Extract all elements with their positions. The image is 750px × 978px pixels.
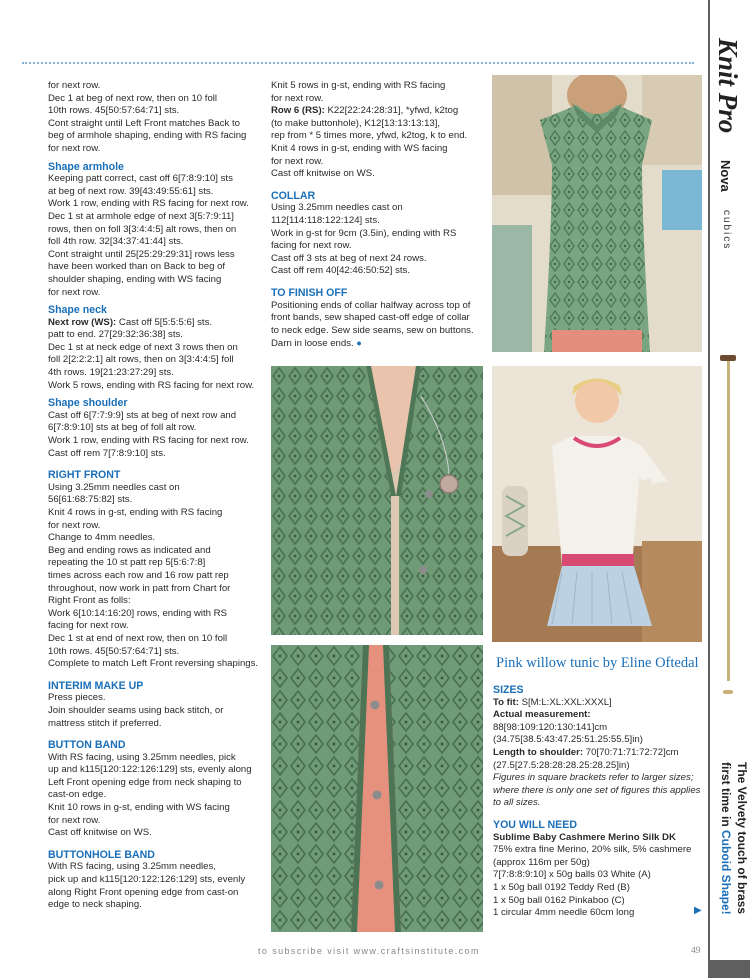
cubics-label: cubics	[721, 210, 732, 251]
heading-you-will-need: YOU WILL NEED	[493, 818, 577, 831]
text-interim-make-up: Press pieces. Join shoulder seams using back stitch, or mattress stitch if preferred.	[48, 692, 224, 729]
promo-line-1: The Velvety touch of brass	[735, 762, 749, 915]
promo-line-2: first time in	[719, 762, 733, 831]
sizes-column	[493, 684, 703, 920]
photo-caption: Pink willow tunic by Eline Oftedal	[496, 655, 699, 671]
to-fit-value: S[M:L:XL:XXL:XXXL]	[518, 696, 612, 708]
knitpro-logo: Knit Pro	[713, 38, 743, 134]
pattern-column-1	[48, 80, 263, 912]
continue-arrow-icon: ▶	[694, 905, 702, 916]
heading-shape-neck: Shape neck	[48, 304, 107, 317]
heading-button-band: BUTTON BAND	[48, 739, 126, 752]
end-mark-icon: ●	[356, 338, 362, 349]
photo-pink-willow-tunic	[492, 366, 702, 642]
text-actual-measurement	[493, 709, 703, 747]
knitting-needle-icon	[727, 361, 730, 681]
text-to-fit	[493, 697, 703, 710]
heading-shape-armhole: Shape armhole	[48, 160, 124, 173]
heading-sizes: SIZES	[493, 684, 524, 696]
heading-collar: COLLAR	[271, 189, 316, 202]
top-dotted-rule	[22, 62, 694, 64]
text-shape-armhole: Keeping patt correct, cast off 6[7:8:9:10] sts at beg of next row. 39[43:49:55:61] sts. Work 1 row, ending with RS facing for next row. Dec 1 st at armhole edge of next 3[5:7:9:11] rows, then on foll 3[3:4:4:5] alt rows, then on foll 4th row. 32[34:37:41:44] sts. Cont straight until 25[25:29:29:31] rows less have been worked than on Back to beg of shoulder shaping, ending with WS facing for next row.	[48, 173, 249, 298]
finish-off-text: Positioning ends of collar halfway across top of front bands, sew shaped cast-off edge of collar to neck edge. Sew side seams, sew on buttons. Darn in loose ends.	[271, 299, 474, 350]
heading-buttonhole-band: BUTTONHOLE BAND	[48, 848, 155, 861]
to-fit-label: To fit:	[493, 696, 519, 708]
heading-interim-make-up: INTERIM MAKE UP	[48, 679, 144, 692]
page-number: 49	[691, 946, 701, 956]
text-length-to-shoulder	[493, 747, 703, 772]
ad-promo-text	[718, 762, 750, 915]
actual-measurement-label: Actual measurement:	[493, 709, 591, 721]
needle-knob-bottom	[723, 690, 733, 694]
pattern-column-2	[271, 80, 483, 351]
row-6-text: K22[22:24:28:31], *yfwd, k2tog (to make buttonhole), K12[13:13:13:13], rep from * 5 times more, yfwd, k2tog, k to end. Knit 4 rows in g-st, ending with WS facing for next row. Cast off knitwise on WS.	[271, 105, 468, 180]
text-materials: 75% extra fine Merino, 20% silk, 5% cashmere (approx 116m per 50g) 7[7:8:8:9:10] x 50g balls 03 White (A) 1 x 50g ball 0192 Teddy Red (B) 1 x 50g ball 0162 Pinkaboo (C) 1 circular 4mm needle 60cm long	[493, 844, 692, 919]
heading-right-front: RIGHT FRONT	[48, 469, 121, 482]
nova-brand: Nova	[718, 160, 733, 192]
row-6-label: Row 6 (RS):	[271, 105, 325, 117]
next-row-text: Cast off 5[5:5:5:6] sts. patt to end. 27[29:32:36:38] sts. Dec 1 st at neck edge of next 3 rows then on foll 2[2:2:2:1] alt rows, then on 3[3:4:4:5] foll 4th rows. 19[21:23:27:29] sts. Work 5 rows, ending with RS facing for next row.	[48, 316, 255, 391]
actual-measurement-value: 88[98:109:120:130:141]cm (34.75[38.5:43:47.25:51.25:55.5]in)	[493, 721, 643, 746]
text-right-front: Using 3.25mm needles cast on 56[61:68:75:82] sts. Knit 4 rows in g-st, ending with RS facing for next row. Change to 4mm needles. Beg and ending rows as indicated and repeating the 10 st patt rep 5[5:6:7:8] times across each row and 16 row patt rep throughout, now work in patt from Chart for Right Front as folls: Work 6[10:14:16:20] rows, ending with RS facing for next row. Dec 1 st at end of next row, then on 10 foll 10th rows. 45[50:57:64:71] sts. Complete to match Left Front reversing shapings.	[48, 481, 259, 670]
text-left-front-end: for next row. Dec 1 at beg of next row, then on 10 foll 10th rows. 45[50:57:64:71] sts. Cont straight until Left Front matches Back to beg of armhole shaping, ending with RS facing for next row.	[48, 80, 247, 154]
photo-vest-front-detail	[271, 366, 483, 635]
yarn-name: Sublime Baby Cashmere Merino Silk DK	[493, 831, 676, 843]
text-button-band: With RS facing, using 3.25mm needles, pick up and k115[120:122:126:129] sts, evenly along Left Front opening edge from neck shaping to cast-on edge. Knit 10 rows in g-st, ending with WS facing for next row. Cast off knitwise on WS.	[48, 751, 252, 839]
text-row-6	[271, 105, 483, 181]
heading-to-finish-off: TO FINISH OFF	[271, 286, 348, 299]
length-label: Length to shoulder:	[493, 746, 584, 758]
text-buttonhole-cont: Knit 5 rows in g-st, ending with RS facing for next row.	[271, 80, 446, 104]
photo-vest-back	[492, 75, 702, 352]
text-shape-neck	[48, 317, 263, 393]
text-to-finish-off	[271, 300, 483, 351]
subscribe-footer: to subscribe visit www.craftsinstitute.com	[258, 946, 480, 956]
text-buttonhole-band: With RS facing, using 3.25mm needles, pick up and k115[120:122:126:129] sts, evenly along Right Front opening edge from cast-on edge to neck shaping.	[48, 861, 246, 911]
promo-highlight: Cuboid Shape!	[719, 830, 733, 915]
text-shape-shoulder: Cast off 6[7:7:9:9] sts at beg of next row and 6[7:8:9:10] sts at beg of foll alt row. Work 1 row, ending with RS facing for next row. Cast off rem 7[7:8:9:10] sts.	[48, 409, 249, 459]
text-size-note: Figures in square brackets refer to larger sizes; where there is only one set of figures this applies to all sizes.	[493, 772, 701, 809]
photo-vest-lace-closeup	[271, 645, 483, 932]
heading-shape-shoulder: Shape shoulder	[48, 397, 128, 410]
text-collar: Using 3.25mm needles cast on 112[114:118:122:124] sts. Work in g-st for 9cm (3.5in), ending with RS facing for next row. Cast off 3 sts at beg of next 24 rows. Cast off rem 40[42:46:50:52] sts.	[271, 202, 457, 277]
length-value: 70[70:71:71:72:72]cm (27.5[27.5:28:28:28.25:28.25]in)	[493, 746, 679, 771]
next-row-label: Next row (WS):	[48, 316, 117, 328]
